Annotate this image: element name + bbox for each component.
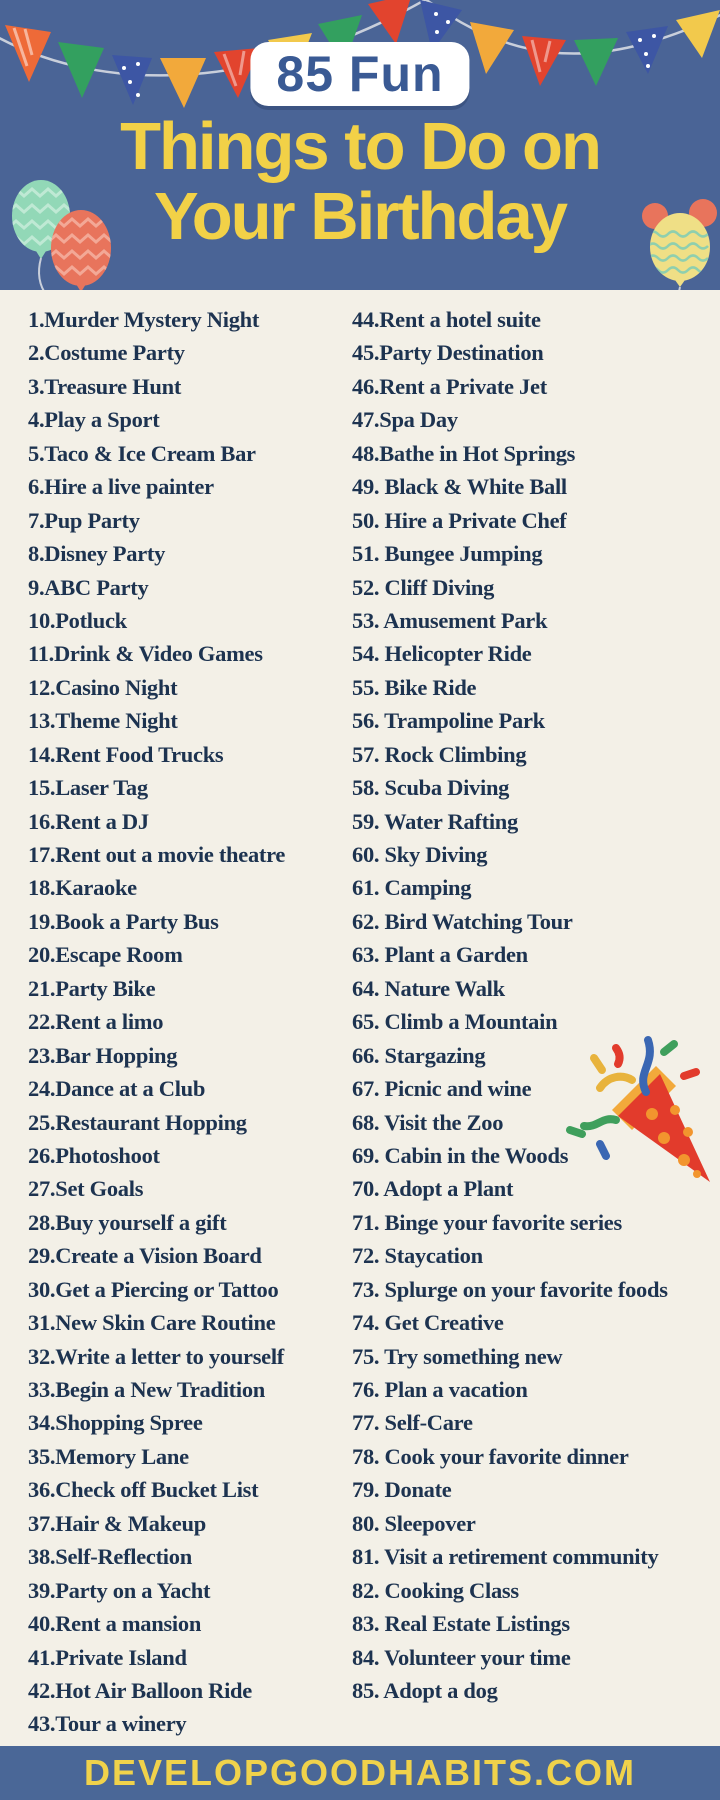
list-item: 42.Hot Air Balloon Ride: [28, 1677, 252, 1703]
website-url: DEVELOPGOODHABITS.COM: [83, 1752, 637, 1793]
list-item: 17.Rent out a movie theatre: [28, 842, 286, 867]
list-item: 34.Shopping Spree: [28, 1410, 203, 1436]
list-item: 44.Rent a hotel suite: [352, 307, 541, 332]
count-badge: [250, 42, 469, 106]
list-item: 46.Rent a Private Jet: [352, 373, 547, 399]
list-item: 2.Costume Party: [28, 340, 185, 366]
list-item: 4.Play a Sport: [28, 407, 160, 433]
list-item: 79. Donate: [352, 1477, 452, 1503]
list-item: 23.Bar Hopping: [28, 1042, 178, 1068]
list-item: 78. Cook your favorite dinner: [352, 1443, 629, 1469]
activity-list: [0, 290, 720, 1746]
list-item: 8.Disney Party: [28, 541, 166, 567]
list-item: 7.Pup Party: [28, 507, 140, 533]
list-item: 40.Rent a mansion: [28, 1611, 202, 1637]
list-item: 1.Murder Mystery Night: [28, 307, 260, 332]
list-item: 41.Private Island: [28, 1644, 187, 1670]
list-item: 51. Bungee Jumping: [352, 541, 543, 567]
list-item: 50. Hire a Private Chef: [352, 507, 567, 533]
list-item: 20.Escape Room: [28, 942, 183, 968]
list-item: 37.Hair & Makeup: [28, 1510, 206, 1536]
list-item: 73. Splurge on your favorite foods: [352, 1276, 668, 1302]
list-item: 56. Trampoline Park: [352, 708, 545, 734]
list-item: 28.Buy yourself a gift: [28, 1209, 227, 1235]
list-item: 36.Check off Bucket List: [28, 1477, 259, 1503]
list-item: 5.Taco & Ice Cream Bar: [28, 440, 256, 466]
list-item: 64. Nature Walk: [352, 975, 505, 1001]
list-item: 67. Picnic and wine: [352, 1076, 532, 1102]
list-item: 65. Climb a Mountain: [352, 1009, 558, 1035]
list-item: 22.Rent a limo: [28, 1009, 164, 1035]
list-item: 30.Get a Piercing or Tattoo: [28, 1276, 279, 1302]
list-item: 48.Bathe in Hot Springs: [352, 440, 576, 466]
list-item: 55. Bike Ride: [352, 674, 477, 700]
header-banner: [0, 0, 720, 290]
list-item: 76. Plan a vacation: [352, 1377, 528, 1402]
list-item: 47.Spa Day: [352, 407, 458, 433]
list-item: 11.Drink & Video Games: [28, 641, 263, 667]
list-item: 82. Cooking Class: [352, 1577, 519, 1603]
list-item: 58. Scuba Diving: [352, 775, 510, 801]
list-item: 35.Memory Lane: [28, 1443, 189, 1469]
list-item: 72. Staycation: [352, 1243, 483, 1269]
list-item: 45.Party Destination: [352, 340, 544, 366]
list-item: 32.Write a letter to yourself: [28, 1343, 285, 1369]
list-item: 49. Black & White Ball: [352, 474, 567, 500]
list-item: 53. Amusement Park: [352, 607, 548, 633]
list-item: 26.Photoshoot: [28, 1142, 160, 1168]
list-item: 74. Get Creative: [352, 1310, 504, 1336]
list-item: 38.Self-Reflection: [28, 1544, 192, 1570]
list-item: 77. Self-Care: [352, 1410, 473, 1436]
list-item: 3.Treasure Hunt: [28, 373, 182, 399]
list-item: 43.Tour a winery: [28, 1711, 187, 1737]
list-item: 83. Real Estate Listings: [352, 1611, 570, 1637]
list-item: 19.Book a Party Bus: [28, 908, 219, 934]
list-item: 12.Casino Night: [28, 674, 178, 700]
list-item: 70. Adopt a Plant: [352, 1176, 514, 1202]
list-item: 14.Rent Food Trucks: [28, 741, 224, 767]
list-item: 15.Laser Tag: [28, 775, 148, 801]
list-item: 80. Sleepover: [352, 1510, 476, 1536]
list-item: 31.New Skin Care Routine: [28, 1310, 276, 1336]
list-item: 62. Bird Watching Tour: [352, 908, 573, 934]
list-item: 61. Camping: [352, 875, 472, 901]
list-item: 52. Cliff Diving: [352, 574, 495, 600]
list-item: 9.ABC Party: [28, 574, 149, 600]
page-title-line2: Your Birthday: [153, 179, 567, 254]
list-item: 81. Visit a retirement community: [352, 1544, 659, 1570]
count-badge-label: 85 Fun: [276, 46, 444, 102]
list-item: 66. Stargazing: [352, 1042, 486, 1068]
list-item: 57. Rock Climbing: [352, 741, 527, 767]
list-item: 16.Rent a DJ: [28, 808, 149, 834]
list-item: 63. Plant a Garden: [352, 942, 528, 968]
list-item: 59. Water Rafting: [352, 808, 518, 834]
list-item: 13.Theme Night: [28, 708, 178, 734]
list-item: 68. Visit the Zoo: [352, 1109, 504, 1135]
list-item: 6.Hire a live painter: [28, 474, 214, 500]
page-title-line1: Things to Do on: [120, 109, 600, 184]
list-item: 54. Helicopter Ride: [352, 641, 532, 667]
list-item: 75. Try something new: [352, 1343, 563, 1369]
footer-bar: [0, 1746, 720, 1800]
list-column-left: [28, 303, 348, 1741]
list-item: 33.Begin a New Tradition: [28, 1377, 265, 1402]
list-item: 10.Potluck: [28, 607, 127, 633]
list-item: 21.Party Bike: [28, 975, 156, 1001]
list-column-right: [352, 303, 718, 1707]
page-title: [0, 109, 720, 254]
list-item: 27.Set Goals: [28, 1176, 144, 1202]
list-item: 29.Create a Vision Board: [28, 1243, 262, 1269]
list-item: 24.Dance at a Club: [28, 1076, 206, 1102]
list-item: 39.Party on a Yacht: [28, 1577, 211, 1603]
list-item: 71. Binge your favorite series: [352, 1209, 622, 1235]
list-item: 18.Karaoke: [28, 875, 137, 901]
list-item: 60. Sky Diving: [352, 842, 488, 867]
list-item: 69. Cabin in the Woods: [352, 1142, 569, 1168]
list-item: 85. Adopt a dog: [352, 1677, 498, 1703]
list-item: 25.Restaurant Hopping: [28, 1109, 247, 1135]
list-item: 84. Volunteer your time: [352, 1644, 571, 1670]
